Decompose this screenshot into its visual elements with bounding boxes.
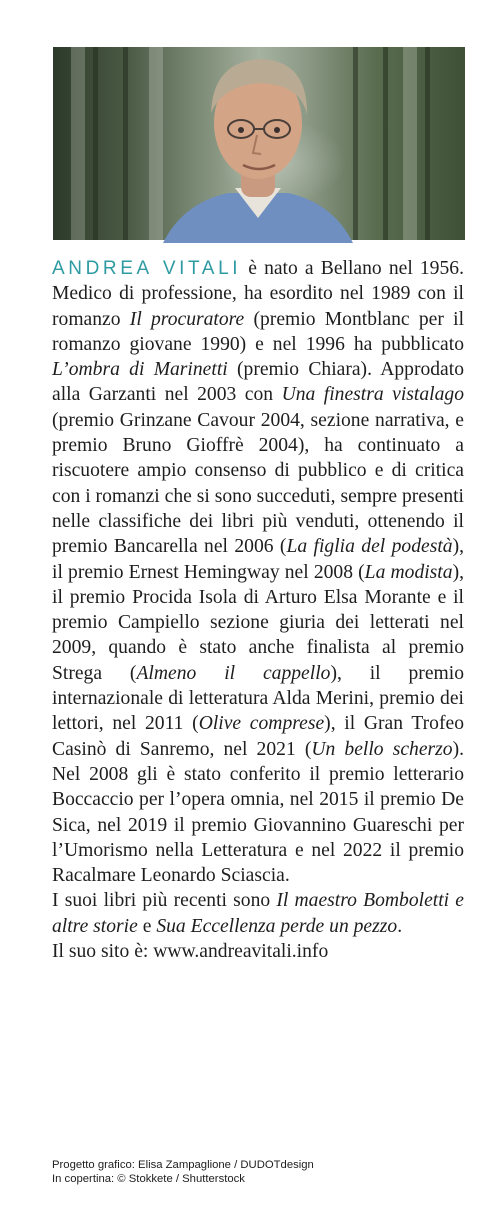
bio-text: ), il premio Procida Isola di Arturo Elsa Morante e il premio Campiello sezione giuria dei letterati nel 2009, quando è stato anche finalista al premio Strega ( xyxy=(52,561,464,684)
book-title: Almeno il cappello xyxy=(136,662,331,684)
bio-text: è nato a Bellano nel 1956. Medico di professione, ha esordito nel 1989 con il romanzo xyxy=(52,258,464,330)
author-biography xyxy=(52,256,464,964)
greenhouse-light xyxy=(403,47,417,240)
portrait-figure xyxy=(173,53,343,243)
bio-text: ), il premio Ernest Hemingway nel 2008 ( xyxy=(52,536,464,583)
cover-credit: In copertina: © Stokkete / Shutterstock xyxy=(52,1173,245,1185)
book-title: Il maestro Bomboletti e altre storie xyxy=(52,890,464,937)
book-title: L’ombra di Marinetti xyxy=(52,359,228,381)
greenhouse-post xyxy=(383,47,388,240)
book-title: Olive comprese xyxy=(198,713,325,735)
book-title: Una finestra vistalago xyxy=(281,384,464,406)
bio-text: ), il Gran Trofeo Casinò di Sanremo, nel 2021 ( xyxy=(52,713,464,760)
recent-books-paragraph xyxy=(52,888,464,939)
bio-text: (premio Montblanc per il romanzo giovane 1990) e nel 1996 ha pubblicato xyxy=(52,308,465,355)
bio-text: (premio Chiara). Approdato alla Garzanti nel 2003 con xyxy=(52,359,464,406)
greenhouse-post xyxy=(93,47,98,240)
bio-text: . xyxy=(397,915,403,937)
bio-text: ), il premio internazionale di letteratura Alda Merini, premio dei lettori, nel 2011 ( xyxy=(52,662,465,735)
bio-paragraph xyxy=(52,256,464,888)
author-name: ANDREA VITALI xyxy=(52,258,242,279)
book-title: Un bello scherzo xyxy=(311,738,453,760)
book-title: La figlia del podestà xyxy=(286,536,453,558)
book-title: Il procuratore xyxy=(129,308,245,330)
photo-credit: © Yuma Martellanz xyxy=(487,207,498,295)
bio-text: (premio Grinzane Cavour 2004, sezione narrativa, e premio Bruno Gioffrè 2004), ha continuato a riscuotere ampio consenso di pubblico e di critica con i romanzi che si sono succeduti, sempre presenti nelle classifiche dei libri più venduti, ottenendo il premio Bancarella nel 2006 ( xyxy=(52,409,464,558)
greenhouse-post xyxy=(123,47,128,240)
design-credit: Progetto grafico: Elisa Zampaglione / DUDOTdesign xyxy=(52,1159,314,1171)
bio-text: I suoi libri più recenti sono xyxy=(52,890,277,912)
greenhouse-light xyxy=(71,47,85,240)
book-title: La modista xyxy=(364,561,453,583)
credits-footer xyxy=(52,1158,464,1186)
bio-text: e xyxy=(137,915,157,937)
greenhouse-post xyxy=(353,47,358,240)
bio-text: ). Nel 2008 gli è stato conferito il premio letterario Boccaccio per l’opera omnia, nel 2015 il premio De Sica, nel 2019 il premio Giovannino Guareschi per l’Umorismo nella Letteratura e nel 2022 il premio Racalmare Leonardo Sciascia. xyxy=(52,738,464,887)
book-title: Sua Eccellenza perde un pezzo xyxy=(156,915,398,937)
greenhouse-post xyxy=(425,47,430,240)
website-line: Il suo sito è: www.andreavitali.info xyxy=(52,941,329,963)
greenhouse-light xyxy=(149,47,163,240)
